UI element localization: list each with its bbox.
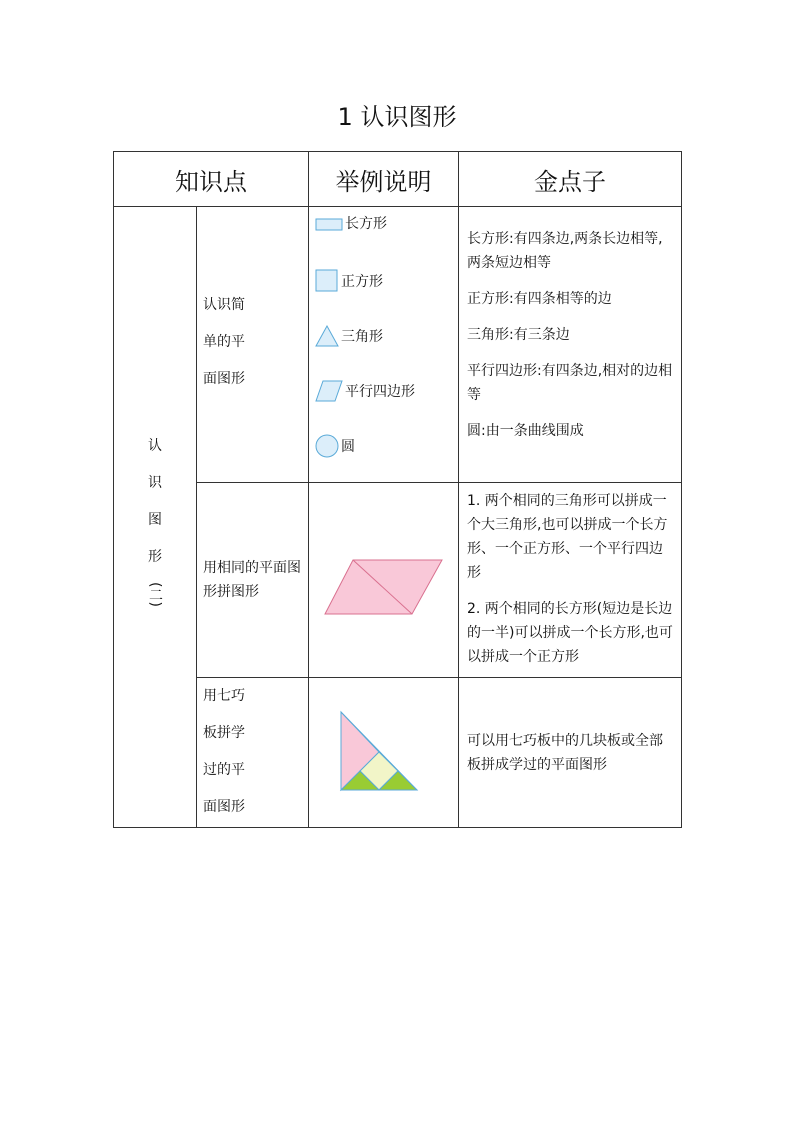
header-examples: 举例说明: [309, 152, 459, 207]
header-row: [114, 152, 682, 207]
knowledge-cell: [197, 207, 309, 483]
circle-icon: [315, 434, 339, 458]
knowledge-line: 面图形: [203, 371, 245, 387]
parallelogram-icon: [315, 380, 343, 402]
examples-cell: [309, 207, 459, 483]
tip-text: 正方形:有四条相等的边: [467, 291, 612, 307]
table-row: [114, 678, 682, 828]
tip-text: 可以用七巧板中的几块板或全部板拼成学过的平面图形: [467, 732, 663, 773]
side-label-char: 图: [148, 511, 162, 528]
knowledge-line: 板拼学: [203, 725, 245, 741]
table-row: [114, 207, 682, 483]
table-row: [114, 483, 682, 678]
knowledge-line: 认识简: [203, 297, 245, 313]
tip-text: 长方形:有四条边,两条长边相等,两条短边相等: [467, 231, 663, 271]
shape-label: 正方形: [341, 273, 383, 290]
knowledge-line: 过的平: [203, 762, 245, 778]
shape-item: [309, 363, 458, 418]
tips-cell: [459, 678, 682, 828]
side-label-char: 形: [148, 548, 162, 565]
tangram-illustration: [339, 710, 419, 792]
side-label-char: 识: [148, 474, 162, 491]
tip-text: 2. 两个相同的长方形(短边是长边的一半)可以拼成一个长方形,也可以拼成一个正方形: [467, 601, 673, 665]
knowledge-cell: 用相同的平面图形拼图形: [197, 483, 309, 678]
side-label-char: 认: [148, 437, 162, 454]
shape-item: [309, 308, 458, 363]
knowledge-cell: [197, 678, 309, 828]
shape-item: [309, 253, 458, 308]
tip-text: 平行四边形:有四条边,相对的边相等: [467, 363, 673, 403]
tips-cell: [459, 483, 682, 678]
knowledge-line: 单的平: [203, 334, 245, 350]
tip-text: 圆:由一条曲线围成: [467, 423, 584, 439]
examples-cell: [309, 483, 459, 678]
page-title: 1 认识图形: [337, 103, 457, 131]
tip-text: 1. 两个相同的三角形可以拼成一个大三角形,也可以拼成一个长方形、一个正方形、一个平行四边形: [467, 493, 668, 581]
shape-label: 长方形: [345, 216, 387, 232]
rectangle-icon: [315, 218, 343, 232]
header-tips: 金点子: [459, 152, 682, 207]
header-knowledge: 知识点: [114, 152, 309, 207]
knowledge-line: 用七巧: [203, 688, 245, 704]
tip-text: 三角形:有三条边: [467, 327, 570, 343]
triangle-icon: [315, 325, 339, 347]
side-label-paren: (二): [147, 581, 163, 607]
shape-label: 圆: [341, 438, 355, 455]
shape-label: 三角形: [341, 328, 383, 345]
knowledge-table: [113, 151, 682, 828]
shape-item: [309, 207, 458, 253]
square-icon: [315, 269, 339, 293]
shape-item: [309, 418, 458, 473]
parallelogram-illustration: [323, 557, 445, 617]
knowledge-line: 面图形: [203, 799, 245, 815]
tips-cell: [459, 207, 682, 483]
side-label: [114, 207, 197, 828]
shape-label: 平行四边形: [345, 383, 415, 400]
examples-cell: [309, 678, 459, 828]
